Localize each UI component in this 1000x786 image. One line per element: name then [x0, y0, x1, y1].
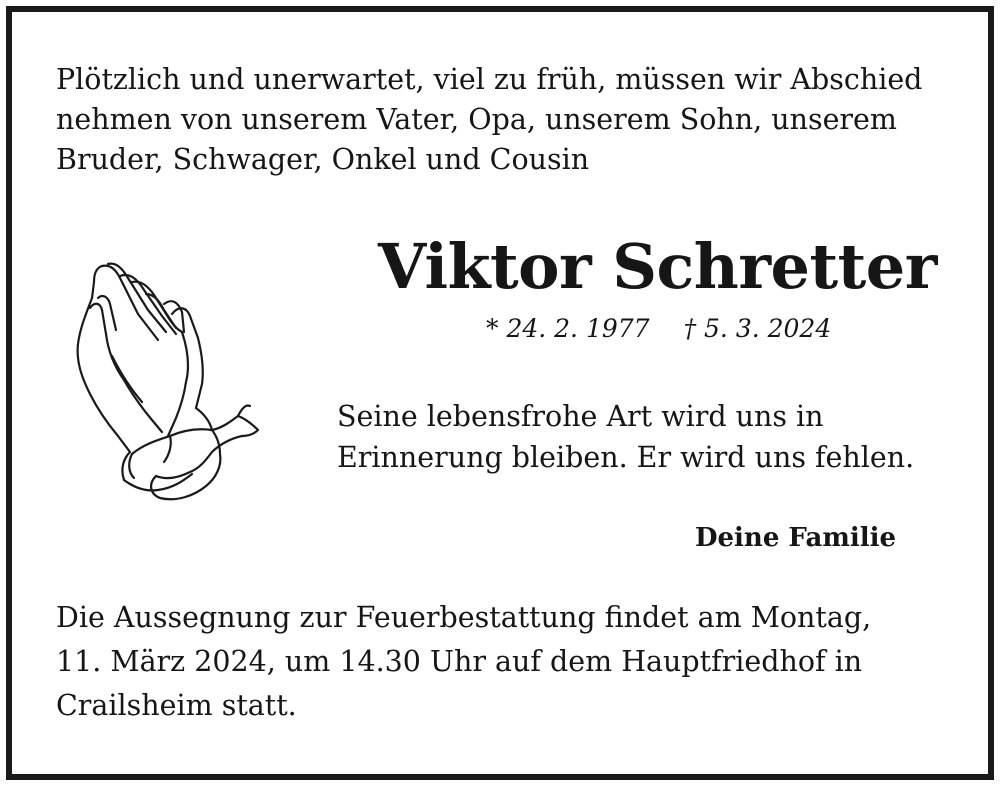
praying-hands-icon — [72, 258, 264, 506]
death-date: † 5. 3. 2024 — [683, 314, 832, 343]
intro-line: nehmen von unserem Vater, Opa, unserem Sohn, unserem — [56, 103, 897, 136]
intro-text — [56, 60, 956, 180]
family-signature: Deine Familie — [694, 523, 896, 553]
ceremony-notice — [56, 596, 871, 728]
life-dates — [486, 314, 831, 344]
intro-line: Bruder, Schwager, Onkel und Cousin — [56, 143, 590, 176]
ceremony-line: 11. März 2024, um 14.30 Uhr auf dem Hauptfriedhof in — [56, 645, 863, 678]
deceased-name: Viktor Schretter — [378, 230, 937, 303]
memory-line: Erinnerung bleiben. Er wird uns fehlen. — [337, 441, 915, 474]
birth-date: * 24. 2. 1977 — [486, 314, 650, 343]
memory-text — [337, 396, 914, 478]
ceremony-line: Crailsheim statt. — [56, 689, 297, 722]
intro-line: Plötzlich und unerwartet, viel zu früh, müssen wir Abschied — [56, 63, 923, 96]
memory-line: Seine lebensfrohe Art wird uns in — [337, 400, 824, 433]
ceremony-line: Die Aussegnung zur Feuerbestattung findet am Montag, — [56, 601, 872, 634]
